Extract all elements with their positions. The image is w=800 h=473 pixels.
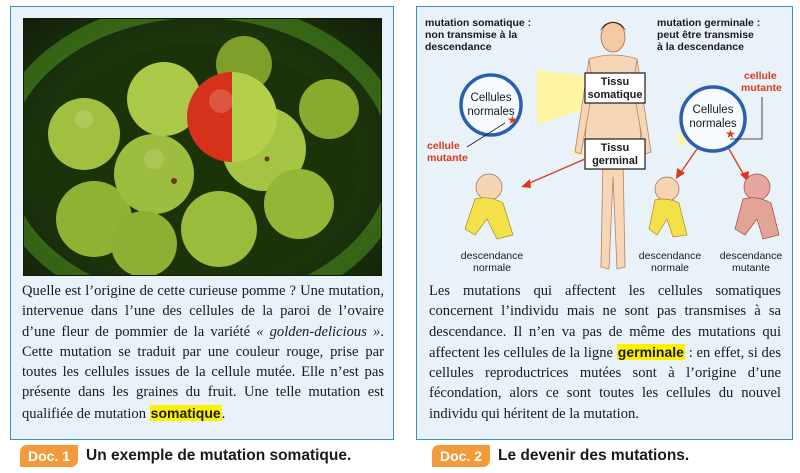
doc1-panel	[10, 6, 394, 440]
svg-text:★: ★	[507, 113, 518, 127]
baby-normal-right	[649, 177, 687, 237]
svg-text:normale: normale	[651, 262, 689, 274]
svg-text:Tissu: Tissu	[600, 142, 630, 154]
svg-text:descendance: descendance	[719, 250, 783, 262]
svg-text:cellule: cellule	[744, 70, 777, 82]
svg-text:Cellules: Cellules	[470, 92, 512, 104]
svg-text:mutante: mutante	[427, 152, 468, 164]
baby-mutant	[735, 174, 779, 239]
doc2-badge: Doc. 2	[432, 445, 490, 467]
doc1-paragraph	[22, 281, 384, 424]
svg-text:Tissu: Tissu	[600, 76, 630, 88]
svg-text:normale: normale	[473, 262, 511, 274]
svg-text:non transmise à la: non transmise à la	[425, 29, 518, 41]
doc1-text-1: Quelle est l’origine de cette curieuse pomme ? Une mutation, intervenue dans l’une des cellules de la paroi de l’ovaire d’une fleur de pommier de la variété	[22, 283, 384, 340]
svg-text:cellule: cellule	[427, 140, 460, 152]
doc2-caption	[432, 444, 689, 468]
svg-text:★: ★	[725, 127, 736, 141]
doc1-variety-name: « golden-delicious »	[256, 323, 381, 340]
doc1-badge: Doc. 1	[20, 445, 78, 467]
svg-text:descendance: descendance	[460, 250, 524, 262]
doc2-text-1: Les mutations qui affectent les cellules somatiques concernent l’individu mais ne sont pas transmises à sa descendance. Il n’en va pas de même des mutations qui affectent les cellules de la ligne	[429, 283, 781, 361]
svg-text:mutante: mutante	[741, 82, 782, 94]
svg-text:normales: normales	[689, 118, 737, 130]
doc1-highlight-somatique: somatique	[150, 404, 221, 421]
baby-normal-left	[465, 174, 513, 239]
svg-text:descendance: descendance	[638, 250, 702, 262]
apple-illustration	[24, 19, 382, 276]
doc2-panel	[416, 6, 793, 440]
svg-text:mutante: mutante	[732, 262, 770, 274]
svg-text:peut être transmise: peut être transmise	[657, 29, 754, 41]
svg-text:mutation somatique :: mutation somatique :	[425, 17, 532, 29]
svg-text:somatique: somatique	[587, 89, 643, 101]
doc1-caption	[20, 444, 351, 468]
svg-text:à la descendance: à la descendance	[657, 41, 744, 53]
doc2-highlight-germinale: germinale	[617, 343, 684, 360]
svg-text:normales: normales	[467, 106, 515, 118]
doc2-paragraph	[429, 281, 781, 424]
mutation-diagram	[417, 7, 794, 277]
svg-text:mutation germinale :: mutation germinale :	[657, 17, 761, 29]
apple-bucket-photo	[23, 18, 382, 276]
doc1-caption-title: Un exemple de mutation somatique.	[86, 447, 352, 464]
doc1-text-2: . Cette mutation se traduit par une couleur rouge, prise par toutes les cellules issues de la cellule mutée. Elle n’est pas présente dans les graines du fruit. Une telle mutation est qualifiée de mutation	[22, 323, 384, 422]
svg-text:descendance: descendance	[425, 41, 492, 53]
doc2-text-2: : en effet, si des cellules reproductrices mutées sont à l’origine d’une fécondation, alors ce sont toutes les cellules du nouvel individu qui héritent de la mutation.	[429, 344, 781, 422]
svg-text:germinal: germinal	[592, 155, 638, 167]
svg-text:Cellules: Cellules	[692, 104, 734, 116]
doc1-text-3: .	[221, 405, 226, 422]
doc2-caption-title: Le devenir des mutations.	[498, 447, 690, 464]
